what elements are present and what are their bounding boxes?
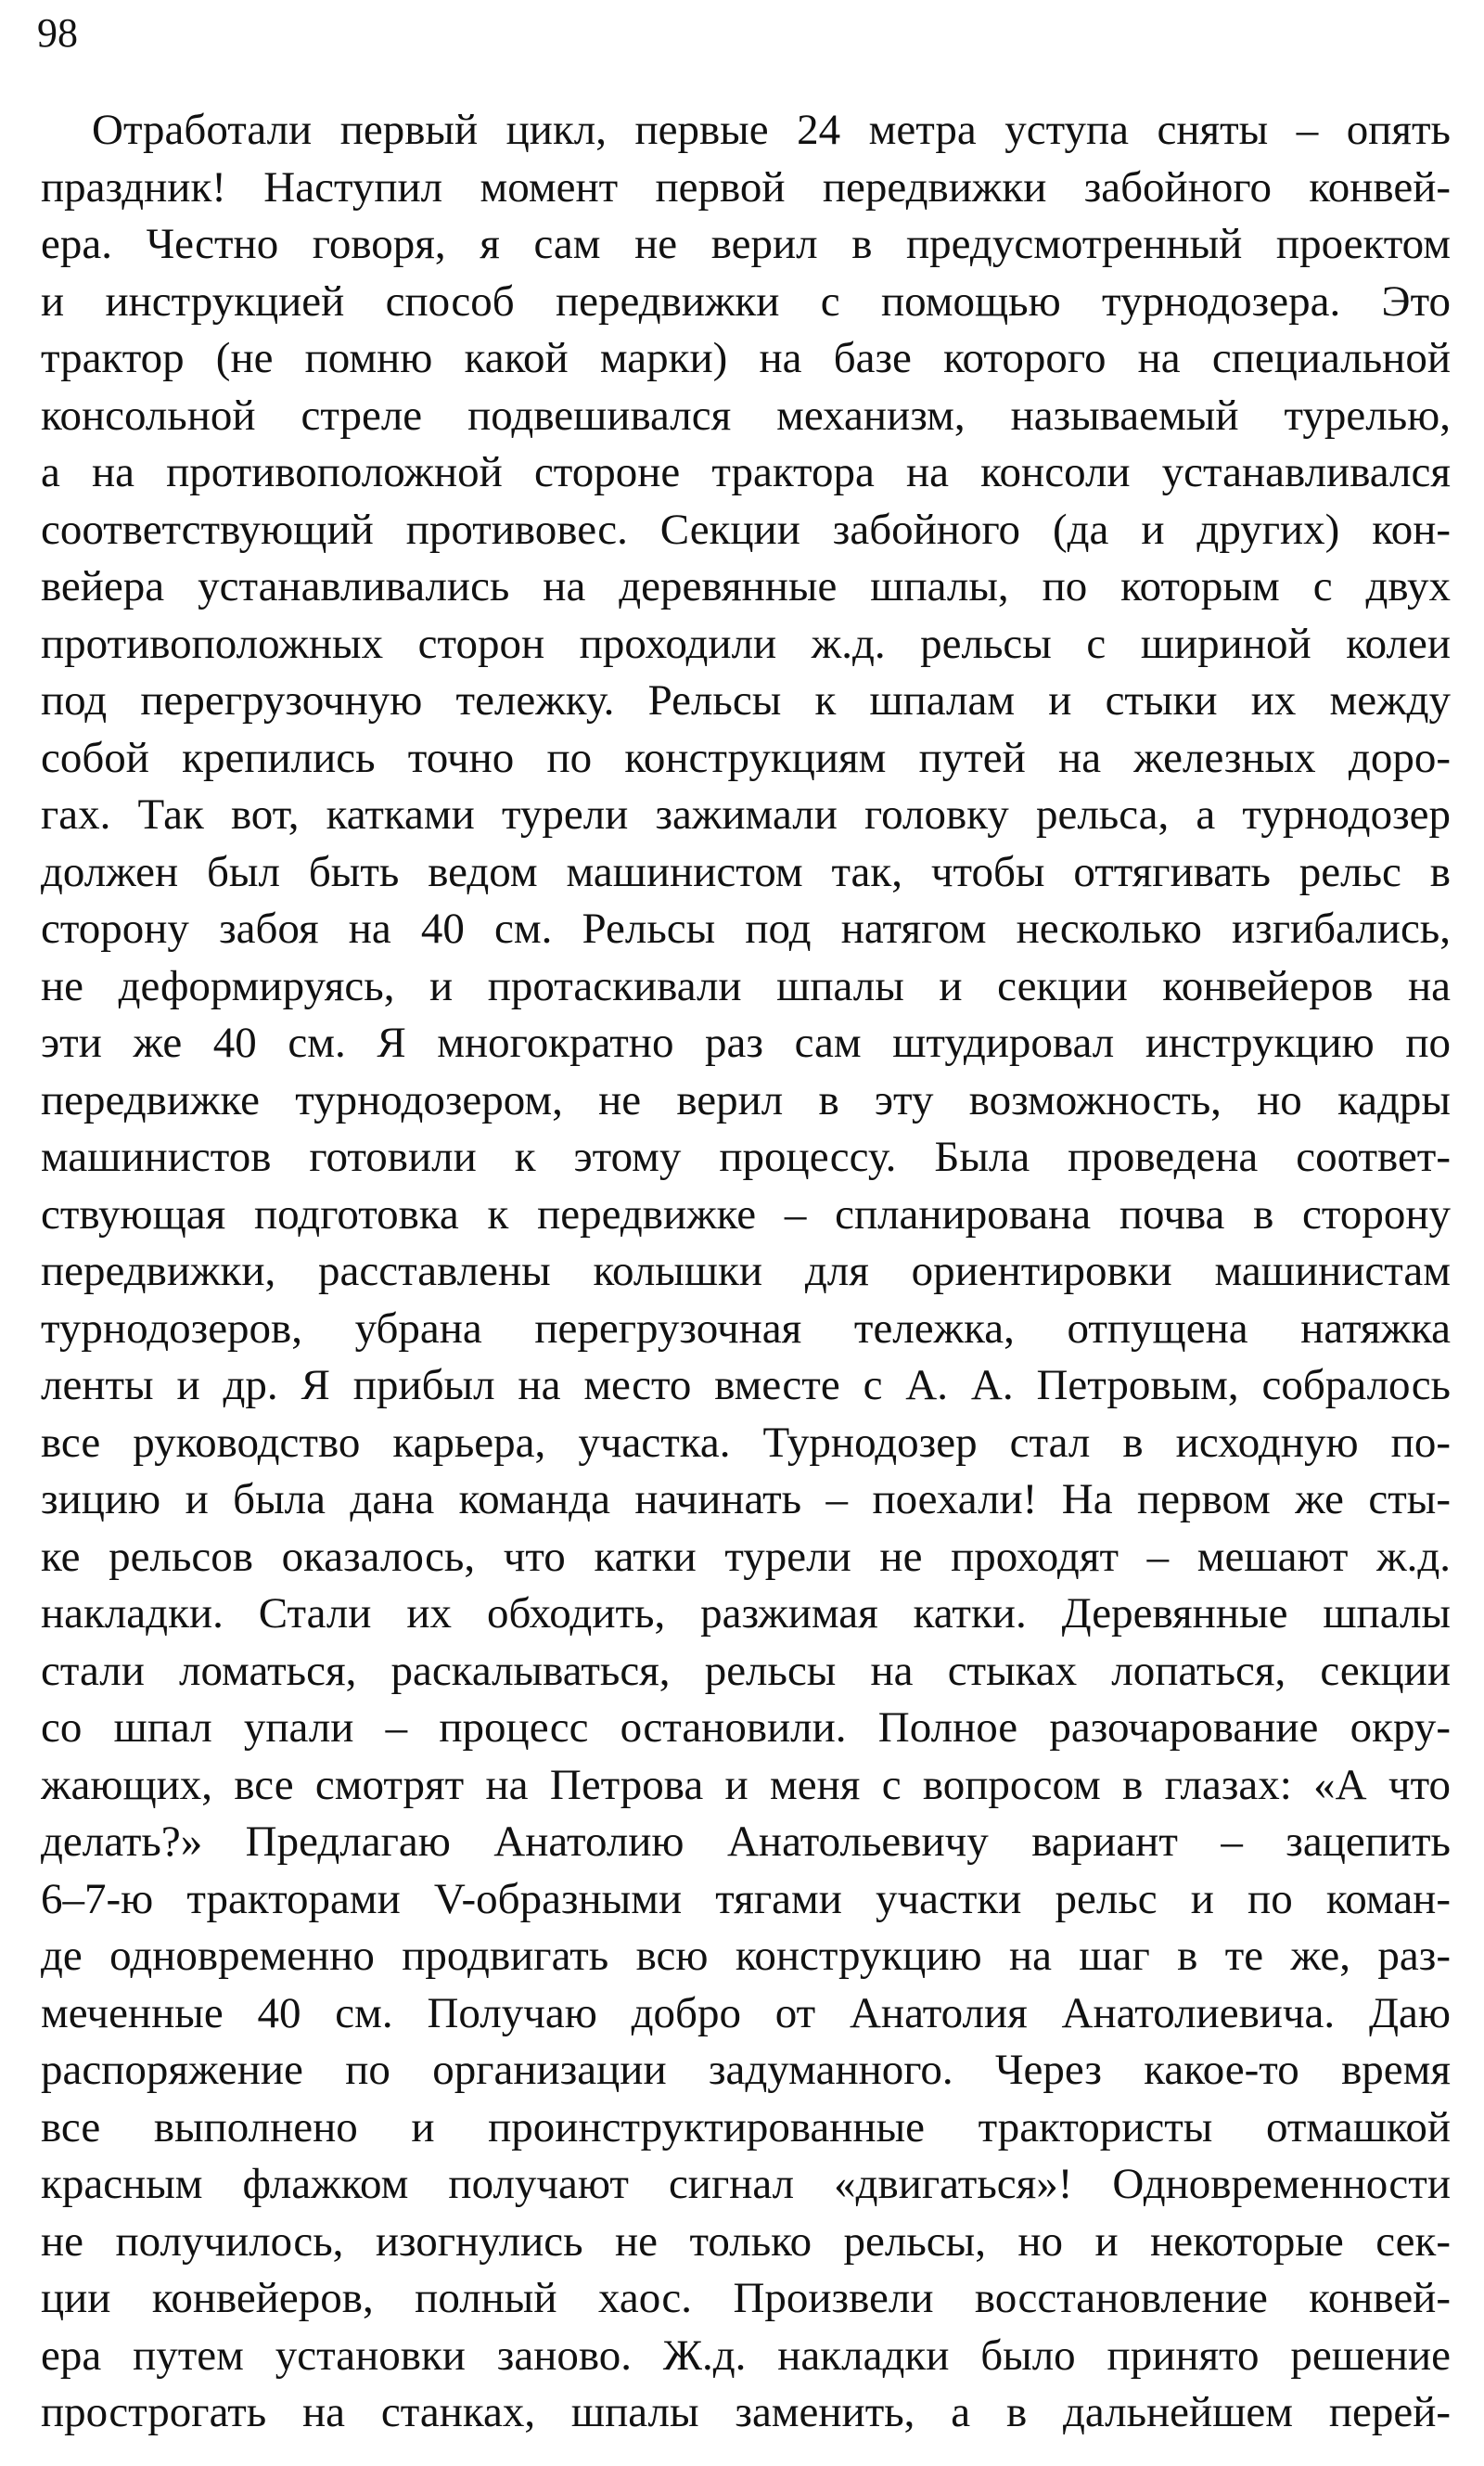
text-line: ствующая подготовка к передвижке – спланирована почва в сторону — [41, 1189, 1451, 1239]
text-line: консольной стреле подвешивался механизм, называемый турелью, — [41, 391, 1451, 440]
text-line: накладки. Стали их обходить, разжимая катки. Деревянные шпалы — [41, 1589, 1451, 1638]
text-line: не получилось, изогнулись не только рельсы, но и некоторые сек- — [41, 2216, 1451, 2266]
text-line: ции конвейеров, полный хаос. Произвели восстановление конвей- — [41, 2274, 1451, 2322]
text-line: соответствующий противовес. Секции забойного (да и других) кон- — [41, 505, 1451, 554]
text-line: все выполнено и проинструктированные трактористы отмашкой — [41, 2102, 1451, 2151]
text-line: трактор (не помню какой марки) на базе которого на специальной — [41, 334, 1451, 382]
text-line: делать?» Предлагаю Анатолию Анатольевичу вариант – зацепить — [41, 1817, 1451, 1866]
page-number: 98 — [37, 10, 78, 56]
text-line: собой крепились точно по конструкциям путей на железных доро- — [41, 733, 1451, 782]
text-line: красным флажком получают сигнал «двигаться»! Одновременности — [41, 2160, 1451, 2208]
text-line: стали ломаться, раскалываться, рельсы на стыках лопаться, секции — [41, 1646, 1451, 1695]
text-line: со шпал упали – процесс остановили. Полное разочарование окру- — [41, 1703, 1451, 1752]
text-line: ера путем установки заново. Ж.д. накладки было принято решение — [41, 2331, 1451, 2380]
text-line: противоположных сторон проходили ж.д. рельсы с шириной колеи — [41, 619, 1451, 668]
text-line: передвижке турнодозером, не верил в эту возможность, но кадры — [41, 1075, 1451, 1124]
text-line: 6–7-ю тракторами V-образными тягами участки рельс и по коман- — [41, 1874, 1451, 1923]
text-line: а на противоположной стороне трактора на консоли устанавливался — [41, 448, 1451, 496]
text-line: сторону забоя на 40 см. Рельсы под натягом несколько изгибались, — [41, 905, 1451, 953]
text-line: прострогать на станках, шпалы заменить, а в дальнейшем перей- — [41, 2388, 1451, 2436]
text-line: зицию и была дана команда начинать – поехали! На первом же сты- — [41, 1475, 1451, 1523]
text-line: праздник! Наступил момент первой передвижки забойного конвей- — [41, 162, 1451, 212]
text-line: машинистов готовили к этому процессу. Была проведена соответ- — [41, 1133, 1451, 1181]
text-line: должен был быть ведом машинистом так, чтобы оттягивать рельс в — [41, 847, 1451, 896]
text-line: де одновременно продвигать всю конструкцию на шаг в те же, раз- — [41, 1932, 1451, 1980]
text-line: ке рельсов оказалось, что катки турели не проходят – мешают ж.д. — [41, 1532, 1451, 1581]
text-line: гах. Так вот, катками турели зажимали головку рельса, а турнодозер — [41, 790, 1451, 839]
text-line: жающих, все смотрят на Петрова и меня с вопросом в глазах: «А что — [41, 1760, 1451, 1809]
text-line: под перегрузочную тележку. Рельсы к шпалам и стыки их между — [41, 676, 1451, 725]
text-line: турнодозеров, убрана перегрузочная тележка, отпущена натяжка — [41, 1304, 1451, 1353]
text-line: распоряжение по организации задуманного. Через какое-то время — [41, 2046, 1451, 2094]
text-line: вейера устанавливались на деревянные шпалы, по которым с двух — [41, 562, 1451, 610]
text-line: Отработали первый цикл, первые 24 метра уступа сняты – опять — [92, 106, 1451, 154]
text-line: ера. Честно говоря, я сам не верил в предусмотренный проектом — [41, 220, 1451, 268]
text-line: передвижки, расставлены колышки для ориентировки машинистам — [41, 1247, 1451, 1295]
text-line: все руководство карьера, участка. Турнодозер стал в исходную по- — [41, 1418, 1451, 1467]
text-line: и инструкцией способ передвижки с помощью турнодозера. Это — [41, 276, 1451, 326]
text-line: не деформируясь, и протаскивали шпалы и секции конвейеров на — [41, 961, 1451, 1010]
text-line: меченные 40 см. Получаю добро от Анатолия Анатолиевича. Даю — [41, 1988, 1451, 2037]
text-line: ленты и др. Я прибыл на место вместе с А. А. Петровым, собралось — [41, 1361, 1451, 1409]
body-text — [41, 102, 1451, 2442]
text-line: эти же 40 см. Я многократно раз сам штудировал инструкцию по — [41, 1019, 1451, 1067]
